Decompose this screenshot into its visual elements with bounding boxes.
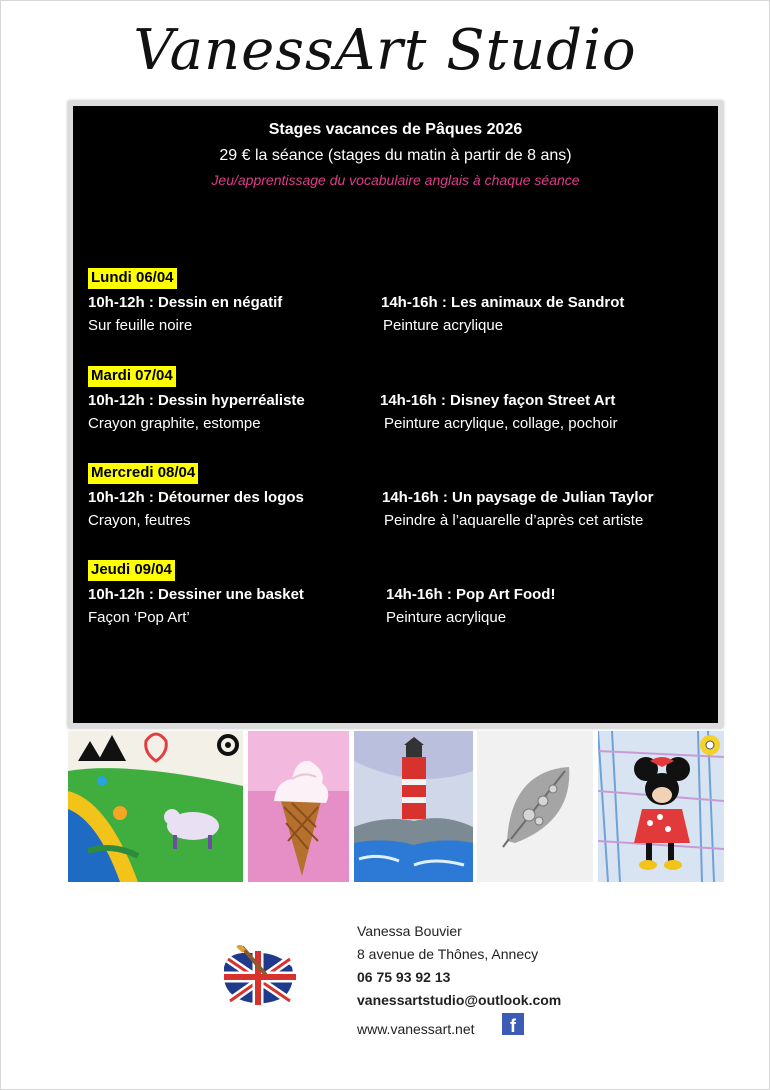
session-detail: Peindre à l’aquarelle d’après cet artiste [384,512,644,529]
afternoon-session [380,392,615,410]
morning-session [88,392,305,410]
session-detail: Crayon graphite, estompe [88,415,261,432]
session-title: Les animaux de Sandrot [451,294,625,311]
leaf-drawing-image [477,731,593,882]
session-title: Pop Art Food! [456,586,556,603]
session-detail: Peinture acrylique [383,317,504,334]
day-label: Mercredi 08/04 [88,463,198,484]
day-label: Mardi 07/04 [88,366,176,387]
session-time: 14h-16h : [381,294,447,311]
contact-name: Vanessa Bouvier [357,923,462,939]
english-vocab-note: Jeu/apprentissage du vocabulaire anglais à chaque séance [211,172,580,188]
minnie-street-art-image [598,731,724,882]
session-time: 10h-12h : [88,294,154,311]
contact-address: 8 avenue de Thônes, Annecy [357,946,539,962]
session-detail: Crayon, feutres [88,512,191,529]
afternoon-session [381,294,624,312]
ice-cream-artwork-image [248,731,349,882]
contact-email[interactable]: vanessartstudio@outlook.com [357,992,562,1008]
logos-artwork-image [68,731,243,882]
session-title: Dessin hyperréaliste [158,392,305,409]
session-time: 10h-12h : [88,586,154,603]
morning-session [88,586,304,604]
morning-session [88,489,304,507]
price-line: 29 € la séance (stages du matin à partir de 8 ans) [219,147,572,164]
session-title: Dessin en négatif [158,294,283,311]
session-title: Détourner des logos [158,489,304,506]
session-time: 14h-16h : [380,392,446,409]
session-detail: Peinture acrylique, collage, pochoir [384,415,618,432]
website-link[interactable]: www.vanessart.net [357,1021,475,1037]
day-label: Jeudi 09/04 [88,560,175,581]
contact-phone[interactable]: 06 75 93 92 13 [357,969,451,985]
brand-title: VanessArt Studio [133,18,637,83]
session-time: 14h-16h : [382,489,448,506]
schedule-panel [68,101,723,728]
session-title: Disney façon Street Art [450,392,616,409]
session-time: 10h-12h : [88,489,154,506]
afternoon-session [382,489,653,507]
afternoon-session [386,586,555,604]
lighthouse-artwork-image [354,731,473,882]
uk-flag-palette-logo [218,945,298,1007]
session-detail: Sur feuille noire [88,317,193,334]
session-title: Dessiner une basket [158,586,304,603]
session-detail: Peinture acrylique [386,609,507,626]
day-label: Lundi 06/04 [88,268,177,289]
session-time: 10h-12h : [88,392,154,409]
facebook-icon[interactable]: f [502,1013,524,1035]
session-time: 14h-16h : [386,586,452,603]
session-detail: Façon ‘Pop Art’ [88,609,190,626]
session-title: Un paysage de Julian Taylor [452,489,654,506]
panel-title: Stages vacances de Pâques 2026 [268,121,523,138]
morning-session [88,294,282,312]
